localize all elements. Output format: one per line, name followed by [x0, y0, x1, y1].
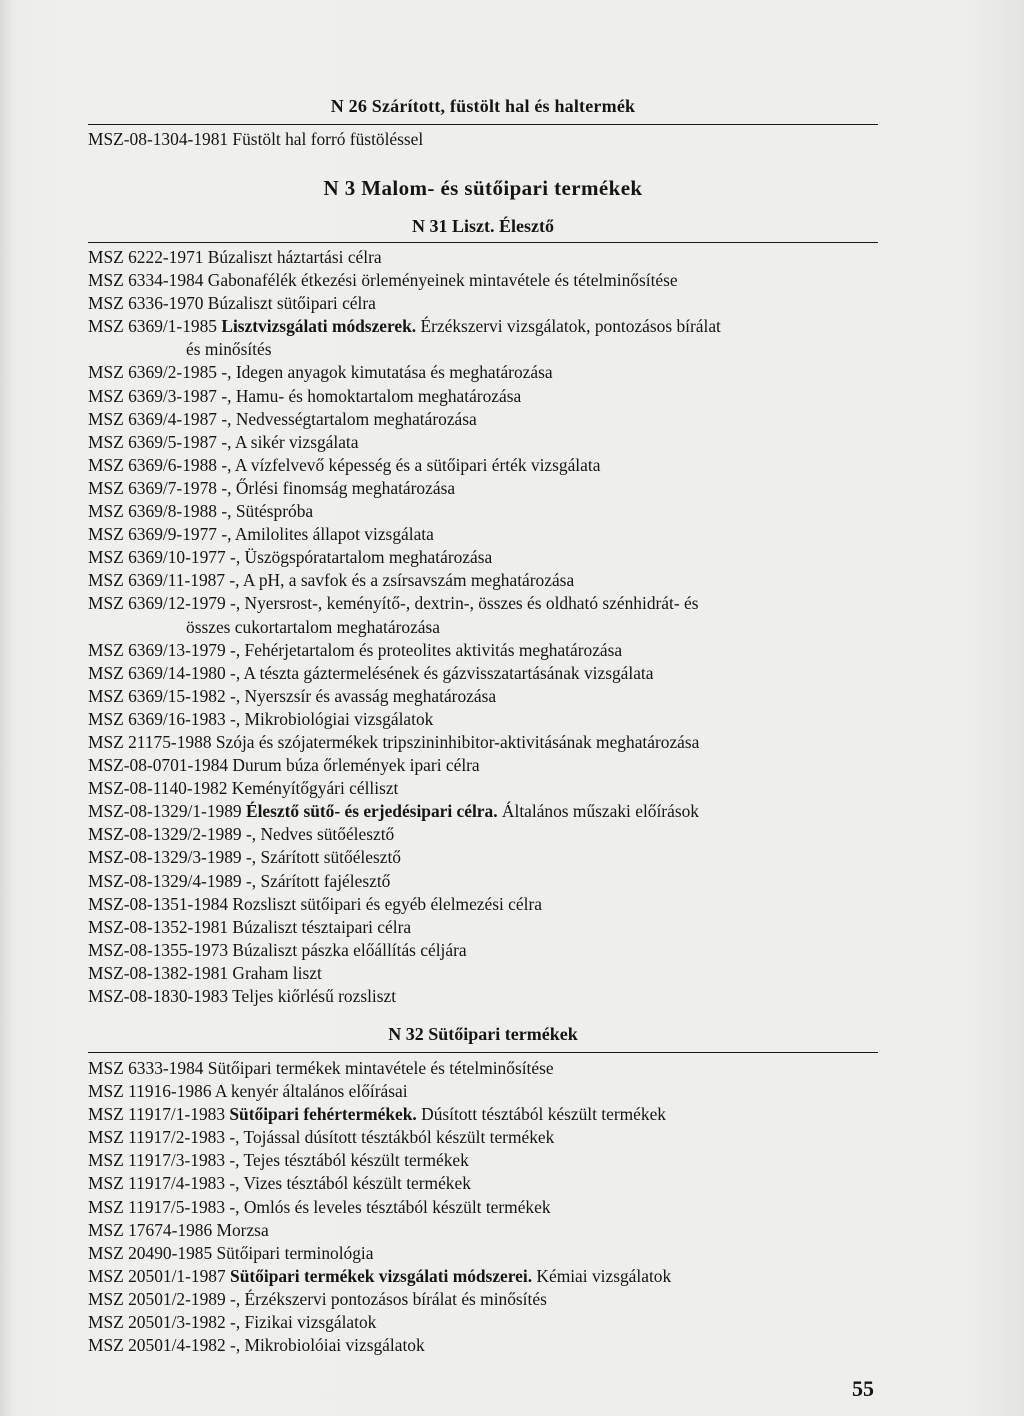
list-item: MSZ 11917/4-1983 -, Vizes tésztából készült termékek	[88, 1173, 471, 1194]
entry-code: MSZ-08-1329/1-1989	[88, 801, 246, 822]
entry-list-n32	[88, 1057, 888, 1357]
list-item: MSZ 6222-1971 Búzaliszt háztartási célra	[88, 247, 382, 267]
entry-list-n26	[88, 128, 888, 151]
list-item: MSZ-08-1355-1973 Búzaliszt pászka előállítás céljára	[88, 939, 467, 960]
list-item: MSZ 6369/5-1987 -, A sikér vizsgálata	[88, 431, 359, 452]
list-item: MSZ 6369/3-1987 -, Hamu- és homoktartalom meghatározása	[88, 385, 522, 406]
list-item: MSZ 6369/2-1985 -, Idegen anyagok kimutatása és meghatározása	[88, 362, 553, 383]
list-item: MSZ 20490-1985 Sütőipari terminológia	[88, 1242, 374, 1263]
list-item: MSZ 6369/12-1979 -, Nyersrost-, keményítő-, dextrin-, összes és oldható szénhidrát- és	[88, 593, 699, 614]
list-item: MSZ 6369/13-1979 -, Fehérjetartalom és proteolites aktivitás meghatározása	[88, 639, 623, 660]
list-item: MSZ 6369/15-1982 -, Nyerszsír és avasság meghatározása	[88, 685, 497, 706]
section-title-n3: N 3 Malom- és sütőipari termékek	[323, 176, 643, 200]
list-item: MSZ 20501/4-1982 -, Mikrobiolóiai vizsgálatok	[88, 1335, 425, 1356]
list-item	[88, 315, 888, 338]
list-item: MSZ 6369/6-1988 -, A vízfelvevő képesség és a sütőipari érték vizsgálata	[88, 454, 601, 475]
list-item: MSZ 6369/10-1977 -, Üszögspóratartalom meghatározása	[88, 547, 493, 568]
entry-bold-title: Élesztő sütő- és erjedésipari célra.	[245, 801, 498, 822]
section-rule	[88, 242, 878, 243]
list-item-continuation: és minősítés	[186, 339, 272, 360]
list-item: MSZ-08-1329/4-1989 -, Szárított fajélesztő	[88, 870, 391, 891]
list-item: MSZ 6369/8-1988 -, Sütéspróba	[88, 501, 314, 522]
list-item: MSZ-08-1140-1982 Keményítőgyári célliszt	[88, 778, 399, 799]
entry-code: MSZ 6369/1-1985	[88, 316, 222, 337]
entry-text: Dúsított tésztából készült termékek	[416, 1104, 666, 1125]
list-item: MSZ 20501/3-1982 -, Fizikai vizsgálatok	[88, 1312, 377, 1333]
list-item: MSZ 6333-1984 Sütőipari termékek mintavétele és tételminősítése	[88, 1058, 554, 1078]
entry-bold-title: Lisztvizsgálati módszerek.	[221, 316, 417, 337]
section-title-n31: N 31 Liszt. Élesztő	[412, 216, 554, 236]
entry-code: MSZ 20501/1-1987	[88, 1265, 231, 1286]
list-item: MSZ 6369/4-1987 -, Nedvességtartalom meghatározása	[88, 408, 477, 429]
list-item-continuation: összes cukortartalom meghatározása	[186, 616, 440, 637]
list-item: MSZ 21175-1988 Szója és szójatermékek tripszininhibitor-aktivitásának meghatározása	[88, 731, 700, 752]
list-item: MSZ 6369/14-1980 -, A tészta gáztermelésének és gázvisszatartásának vizsgálata	[88, 662, 654, 683]
list-item: MSZ-08-1382-1981 Graham liszt	[88, 962, 322, 983]
entry-bold-title: Sütőipari fehértermékek.	[229, 1104, 417, 1125]
list-item: MSZ 11917/5-1983 -, Omlós és leveles tésztából készült termékek	[88, 1196, 551, 1217]
list-item	[88, 800, 888, 823]
section-rule	[88, 124, 878, 125]
list-item: MSZ 17674-1986 Morzsa	[88, 1219, 269, 1240]
list-item: MSZ 11917/2-1983 -, Tojással dúsított tésztákból készült termékek	[88, 1127, 555, 1148]
list-item: MSZ 11916-1986 A kenyér általános előírásai	[88, 1081, 408, 1102]
entry-bold-title: Sütőipari termékek vizsgálati módszerei.	[230, 1265, 533, 1286]
page-number: 55	[852, 1376, 874, 1401]
entry-list-n31	[88, 246, 888, 1008]
list-item: MSZ-08-0701-1984 Durum búza őrlemények ipari célra	[88, 755, 480, 776]
list-item: MSZ 6369/9-1977 -, Amilolites állapot vizsgálata	[88, 524, 434, 545]
entry-text: Kémiai vizsgálatok	[532, 1265, 672, 1286]
entry-text: Érzékszervi vizsgálatok, pontozásos bírálat	[416, 316, 721, 337]
list-item: MSZ 6369/16-1983 -, Mikrobiológiai vizsgálatok	[88, 708, 434, 729]
list-item: MSZ-08-1352-1981 Búzaliszt tésztaipari célra	[88, 916, 412, 937]
entry-text: Általános műszaki előírások	[497, 801, 699, 822]
list-item	[88, 1265, 888, 1288]
list-item: MSZ-08-1351-1984 Rozsliszt sütőipari és egyéb élelmezési célra	[88, 893, 542, 914]
list-item: MSZ-08-1329/3-1989 -, Szárított sütőélesztő	[88, 847, 401, 868]
list-item: MSZ 6336-1970 Búzaliszt sütőipari célra	[88, 293, 376, 314]
list-item: MSZ 11917/3-1983 -, Tejes tésztából készült termékek	[88, 1150, 469, 1171]
section-rule	[88, 1052, 878, 1053]
list-item: MSZ 6334-1984 Gabonafélék étkezési örleményeinek mintavétele és tételminősítése	[88, 270, 678, 291]
section-title-n32: N 32 Sütőipari termékek	[388, 1024, 578, 1044]
section-title-n26: N 26 Szárított, füstölt hal és haltermék	[330, 96, 636, 116]
entry-code: MSZ 11917/1-1983	[88, 1104, 230, 1125]
list-item	[88, 1103, 888, 1126]
list-item: MSZ 20501/2-1989 -, Érzékszervi pontozásos bírálat és minősítés	[88, 1288, 547, 1309]
list-item: MSZ-08-1830-1983 Teljes kiőrlésű rozsliszt	[88, 986, 397, 1006]
list-item: MSZ-08-1329/2-1989 -, Nedves sütőélesztő	[88, 824, 395, 845]
list-item: MSZ 6369/11-1987 -, A pH, a savfok és a zsírsavszám meghatározása	[88, 570, 575, 591]
list-item: MSZ 6369/7-1978 -, Őrlési finomság meghatározása	[88, 477, 456, 498]
list-item: MSZ-08-1304-1981 Füstölt hal forró füstöléssel	[88, 129, 424, 149]
